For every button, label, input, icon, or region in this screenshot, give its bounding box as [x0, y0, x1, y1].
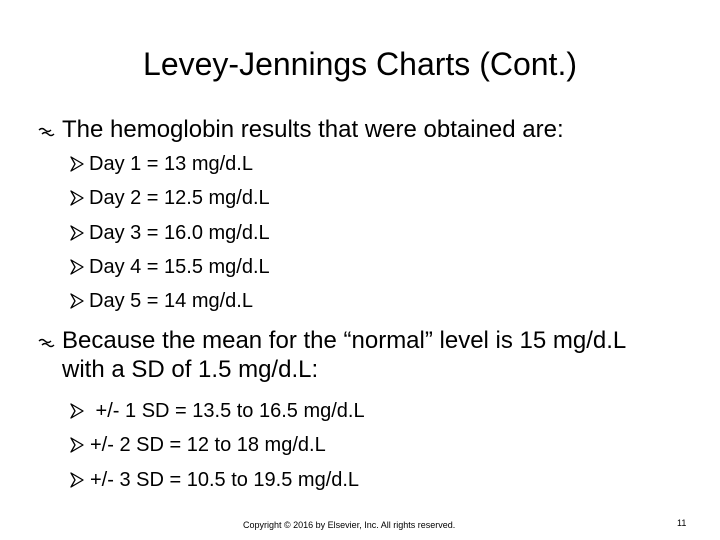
arrowhead-bullet-icon — [70, 472, 84, 488]
arrowhead-bullet-icon — [70, 190, 84, 206]
arrowhead-bullet-icon — [70, 259, 84, 275]
sub-bullet-1-2-text: Day 2 = 12.5 mg/d.L — [89, 187, 270, 209]
sub-bullet-1-5-text: Day 5 = 14 mg/d.L — [89, 290, 253, 312]
footer-copyright: Copyright © 2016 by Elsevier, Inc. All rights reserved. — [243, 520, 456, 530]
sub-bullet-1-2 — [0, 183, 600, 215]
arrowhead-bullet-icon — [70, 293, 84, 309]
sub-bullet-1-4 — [0, 252, 600, 284]
arrowhead-bullet-icon — [70, 403, 84, 419]
double-squiggle-bullet-icon — [38, 127, 55, 137]
arrowhead-bullet-icon — [70, 437, 84, 453]
slide-title: Levey-Jennings Charts (Cont.) — [143, 46, 577, 82]
sub-bullet-1-5 — [0, 286, 600, 318]
sub-bullet-1-3-text: Day 3 = 16.0 mg/d.L — [89, 222, 270, 244]
sub-bullet-2-2-text: +/- 2 SD = 12 to 18 mg/d.L — [90, 434, 326, 456]
main-bullet-2-text: Because the mean for the “normal” level is 15 mg/d.L with a SD of 1.5 mg/d.L: — [62, 327, 626, 383]
arrowhead-bullet-icon — [70, 156, 84, 172]
main-bullet-1 — [0, 115, 700, 147]
arrowhead-bullet-icon — [70, 225, 84, 241]
main-bullet-2 — [0, 326, 700, 388]
sub-bullet-1-4-text: Day 4 = 15.5 mg/d.L — [89, 256, 270, 278]
sub-bullet-2-2 — [0, 430, 600, 462]
sub-bullet-1-1-text: Day 1 = 13 mg/d.L — [89, 153, 253, 175]
page-number: 11 — [677, 518, 687, 528]
main-bullet-1-text: The hemoglobin results that were obtained are: — [62, 116, 564, 143]
sub-bullet-1-3 — [0, 218, 600, 250]
sub-bullet-2-3-text: +/- 3 SD = 10.5 to 19.5 mg/d.L — [90, 469, 360, 491]
sub-bullet-2-1 — [0, 396, 600, 428]
sub-bullet-2-1-text: +/- 1 SD = 13.5 to 16.5 mg/d.L — [90, 400, 365, 422]
sub-bullet-2-3 — [0, 465, 600, 497]
double-squiggle-bullet-icon — [38, 338, 55, 348]
sub-bullet-1-1 — [0, 149, 600, 181]
